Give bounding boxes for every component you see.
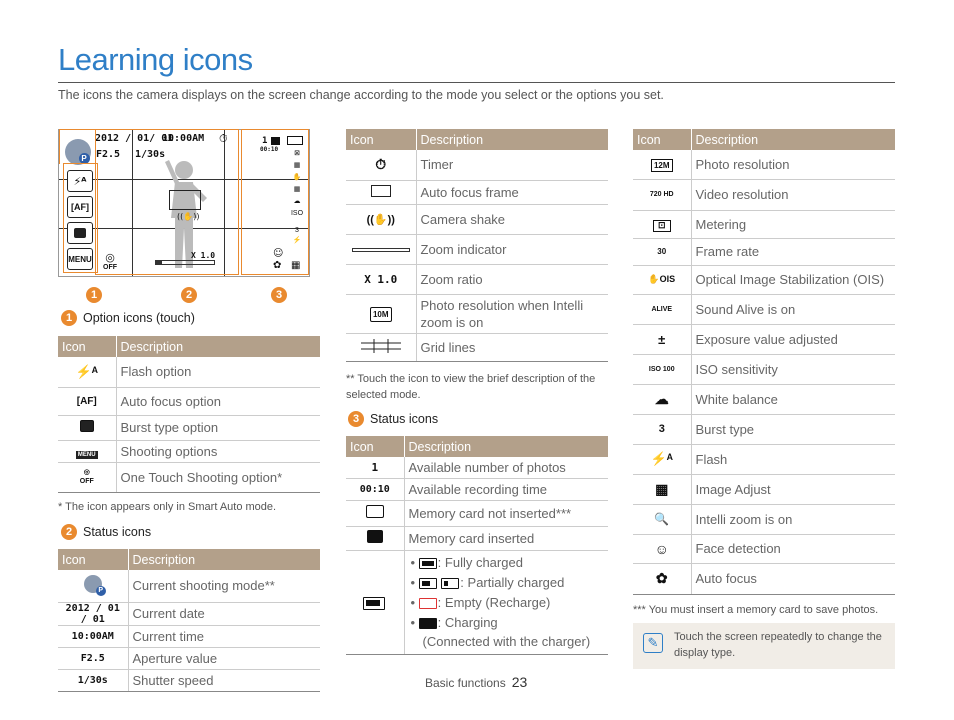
status-icons-table-3: Icon Description 1 Available number of photos 00:10 Available recording time Memory card not inserted*** Memory card inserted • : Fully charged • : Partially charged • : Empty (Recharge) • : Charging (Connected with the charger) — [346, 436, 608, 655]
battery-charging-item: • : Charging (Connected with the charger) — [410, 615, 591, 649]
burst-type-icon — [58, 415, 116, 440]
status-icon-column-lower: 3 ⚡ — [292, 227, 302, 244]
status-icon-column: ⊠ ▦ ✋ ▦ ☁ ISO — [290, 150, 304, 217]
section1-title: 1 Option icons (touch) — [61, 310, 195, 326]
auto-focus-status-icon: ✿ — [633, 563, 691, 594]
af-option-button[interactable]: [AF] — [67, 196, 93, 218]
section3-title: 3 Status icons — [348, 411, 438, 427]
image-adjust-icon: ▦ — [633, 474, 691, 504]
right-note: *** You must insert a memory card to save photos. — [633, 604, 879, 616]
menu-button[interactable]: MENU — [67, 248, 93, 270]
camera-shake-icon: ((✋)) — [177, 212, 200, 221]
rec-time-icon: 00:10 — [346, 478, 404, 500]
intelli-resolution-icon: 10M — [346, 294, 416, 333]
flash-icon: ⚡ᴬ — [633, 444, 691, 474]
cam-aperture: F2.5 — [96, 149, 121, 160]
note-icon: ✎ — [643, 633, 663, 653]
cam-rec-time: 00:10 — [260, 146, 279, 153]
battery-icon — [346, 550, 404, 654]
callout-1: 1 — [86, 287, 102, 303]
battery-full-item: • : Fully charged — [410, 555, 523, 570]
no-card-icon — [346, 500, 404, 526]
af-frame-icon — [346, 180, 416, 204]
callout-frame-1 — [63, 163, 98, 273]
grid-lines-icon — [346, 333, 416, 361]
flash-auto-icon: ⚡ᴬ — [58, 357, 116, 387]
card-icon — [346, 526, 404, 550]
face-detection-icon: ☺ — [273, 248, 284, 259]
callout-2: 2 — [181, 287, 197, 303]
zoom-indicator-icon — [346, 234, 416, 264]
iso-icon: ISO 100 — [633, 354, 691, 384]
image-adjust-icon: ▦ — [291, 260, 301, 271]
tip-text: Touch the screen repeatedly to change the display type. — [674, 631, 882, 659]
metering-icon: ⊡ — [633, 210, 691, 238]
title-divider — [58, 82, 895, 83]
mid-note: ** Touch the icon to view the brief description of the selected mode. — [346, 373, 596, 401]
callout-frame-1-top — [59, 129, 98, 164]
time-icon: 10:00AM — [58, 625, 128, 647]
aperture-icon: F2.5 — [58, 647, 128, 669]
face-detection-icon: ☺ — [633, 534, 691, 563]
video-resolution-icon: 720 HD — [633, 179, 691, 210]
timer-icon: ⏱ — [219, 132, 228, 145]
shutter-icon: 1/30s — [58, 669, 128, 691]
shooting-mode-icon: P — [58, 570, 128, 602]
callout-3: 3 — [271, 287, 287, 303]
intelli-zoom-icon: 🔍 — [633, 504, 691, 534]
footer-section: Basic functions — [425, 676, 506, 690]
cam-zoom-ratio: X 1.0 — [191, 251, 216, 260]
camera-shake-icon: ((✋)) — [346, 204, 416, 234]
ois-icon: ✋OIS — [633, 265, 691, 294]
one-touch-off-button[interactable]: ◎ OFF — [103, 251, 117, 271]
status-icons-table-2: Icon Description P Current shooting mode** 2012 / 01 / 01 Current date 10:00AM Current time F2.5 Aperture value 1/30s Shutter speed — [58, 549, 320, 692]
menu-icon: MENU — [58, 440, 116, 462]
right-icons-table: Icon Description 12M Photo resolution 720 HD Video resolution ⊡ Metering 30 Frame rate ✋OIS Optical Image Stabilization (OIS) ALIVE Sound Alive is on ± Exposure value adjusted ISO 100 ISO sensitivity ☁ White balance 3 Burst type ⚡ᴬ Flash ▦ Image Adjust 🔍 Intelli zoom is on ☺ Face detection ✿ Auto focus — [633, 129, 895, 595]
tip-box — [633, 623, 895, 669]
callout-frame-3 — [241, 129, 309, 275]
photos-count-icon: 1 — [346, 457, 404, 478]
shooting-mode-button[interactable]: P — [65, 139, 91, 165]
cam-time: 10:00AM — [162, 133, 205, 144]
one-touch-off-icon: ◎ OFF — [58, 462, 116, 492]
page-title: Learning icons — [58, 42, 253, 77]
option-icons-table: Icon Description ⚡ᴬ Flash option [AF] Auto focus option Burst type option MENU Shooting options ◎ OFF One Touch Shooting option* — [58, 336, 320, 493]
callout-frame-2 — [95, 129, 239, 275]
battery-empty-item: • : Empty (Recharge) — [410, 595, 551, 610]
sound-alive-icon: ALIVE — [633, 294, 691, 324]
auto-focus-icon: ✿ — [273, 260, 282, 271]
burst-type-status-icon: 3 — [633, 414, 691, 444]
section2-title: 2 Status icons — [61, 524, 151, 540]
frame-rate-icon: 30 — [633, 238, 691, 265]
white-balance-icon: ☁ — [633, 384, 691, 414]
ev-icon: ± — [633, 324, 691, 354]
date-icon: 2012 / 01 / 01 — [58, 602, 128, 625]
intro-text: The icons the camera displays on the screen change according to the mode you select or the options you set. — [58, 88, 664, 102]
page-footer — [425, 674, 527, 690]
page-number: 23 — [511, 674, 528, 690]
battery-partial-item: • : Partially charged — [410, 575, 565, 590]
auto-focus-icon: [AF] — [58, 387, 116, 415]
section1-note: * The icon appears only in Smart Auto mode. — [58, 501, 277, 513]
mid-icons-table: Icon Description ⏱ Timer Auto focus frame ((✋)) Camera shake Zoom indicator X 1.0 Zoom ratio 10M Photo resolution when Intelli zoom is on Grid lines — [346, 129, 608, 362]
cam-photo-count: 1 — [262, 136, 268, 146]
timer-icon: ⏱ — [346, 150, 416, 180]
zoom-ratio-icon: X 1.0 — [346, 264, 416, 294]
photo-resolution-icon: 12M — [633, 150, 691, 179]
cam-shutter: 1/30s — [135, 149, 166, 160]
cam-date: 2012 / 01/ 01 — [95, 133, 174, 144]
flash-option-button[interactable]: ⚡ᴬ — [67, 170, 93, 192]
